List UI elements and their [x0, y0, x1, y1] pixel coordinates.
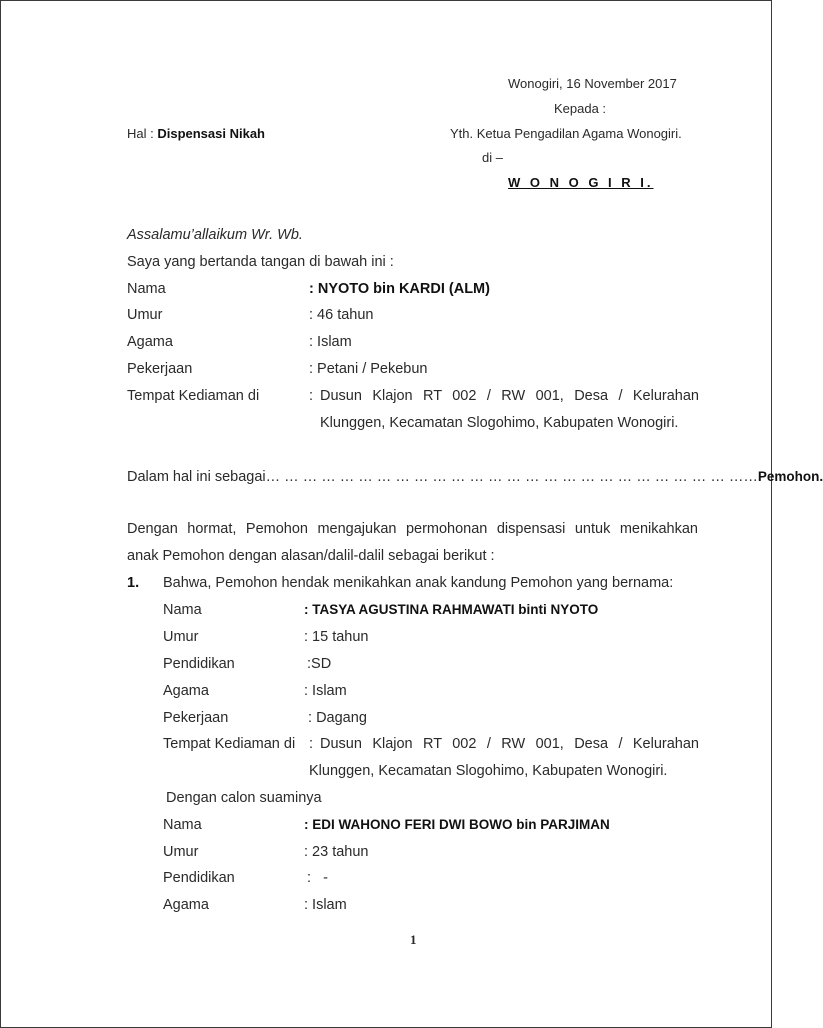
applicant-name-label: Nama [127, 281, 166, 297]
child-job-value: : Dagang [304, 710, 367, 726]
applicant-job-value: : Petani / Pekebun [309, 361, 428, 377]
groom-age-label: Umur [163, 844, 199, 860]
di-label: di – [482, 150, 503, 165]
point-number: 1. [127, 575, 140, 591]
role-prefix: Dalam hal ini sebagai… … … … … … … … … … … … … … … … … … … … … … … … … …… [127, 469, 758, 485]
child-education-label: Pendidikan [163, 656, 235, 672]
page-number: 1 [410, 932, 417, 947]
applicant-age-label: Umur [127, 307, 163, 323]
groom-name-label: Nama [163, 817, 202, 833]
applicant-residence-line2: Klunggen, Kecamatan Slogohimo, Kabupaten Wonogiri. [320, 415, 679, 431]
applicant-residence-line1: Dusun Klajon RT 002 / RW 001, Desa / Kelurahan [320, 388, 699, 404]
groom-religion-label: Agama [163, 897, 209, 913]
child-religion-label: Agama [163, 683, 209, 699]
applicant-residence-label: Tempat Kediaman di [127, 388, 260, 404]
hal-label: Hal : [127, 126, 158, 141]
child-residence-label: Tempat Kediaman di [163, 736, 296, 752]
addressee: Yth. Ketua Pengadilan Agama Wonogiri. [450, 126, 682, 141]
child-religion-value: : Islam [304, 683, 347, 699]
kepada-label: Kepada : [554, 101, 607, 116]
child-job-label: Pekerjaan [163, 710, 229, 726]
hal-value: Dispensasi Nikah [157, 126, 265, 141]
groom-education-label: Pendidikan [163, 870, 235, 886]
groom-intro: Dengan calon suaminya [166, 790, 322, 806]
child-residence-colon: : [309, 736, 314, 752]
applicant-residence-colon: : [309, 388, 314, 404]
applicant-religion-value: : Islam [309, 334, 352, 350]
salam: Assalamu’allaikum Wr. Wb. [127, 227, 303, 243]
groom-education-value: : - [307, 870, 328, 886]
body-paragraph-line2: anak Pemohon dengan alasan/dalil-dalil sebagai berikut : [127, 548, 495, 564]
subject-line [127, 125, 265, 143]
applicant-name-value: : NYOTO bin KARDI (ALM) [309, 281, 490, 297]
place-date: Wonogiri, 16 November 2017 [508, 76, 677, 91]
body-paragraph-line1: Dengan hormat, Pemohon mengajukan permohonan dispensasi untuk menikahkan [127, 521, 698, 537]
point-text: Bahwa, Pemohon hendak menikahkan anak kandung Pemohon yang bernama: [163, 575, 674, 591]
child-residence-line2: Klunggen, Kecamatan Slogohimo, Kabupaten Wonogiri. [309, 763, 668, 779]
child-education-value: :SD [307, 656, 332, 672]
role-line [127, 468, 823, 486]
groom-name-value: : EDI WAHONO FERI DWI BOWO bin PARJIMAN [304, 817, 610, 832]
applicant-religion-label: Agama [127, 334, 173, 350]
groom-religion-value: : Islam [304, 897, 347, 913]
child-age-value: : 15 tahun [304, 629, 369, 645]
child-residence-line1: Dusun Klajon RT 002 / RW 001, Desa / Kelurahan [320, 736, 699, 752]
child-name-value: : TASYA AGUSTINA RAHMAWATI binti NYOTO [304, 602, 599, 617]
child-age-label: Umur [163, 629, 199, 645]
applicant-job-label: Pekerjaan [127, 361, 193, 377]
city-name: W O N O G I R I. [508, 175, 654, 190]
groom-age-value: : 23 tahun [304, 844, 369, 860]
applicant-age-value: : 46 tahun [309, 307, 374, 323]
role-value: Pemohon. [757, 469, 823, 484]
intro-line: Saya yang bertanda tangan di bawah ini : [127, 254, 394, 270]
child-name-label: Nama [163, 602, 202, 618]
